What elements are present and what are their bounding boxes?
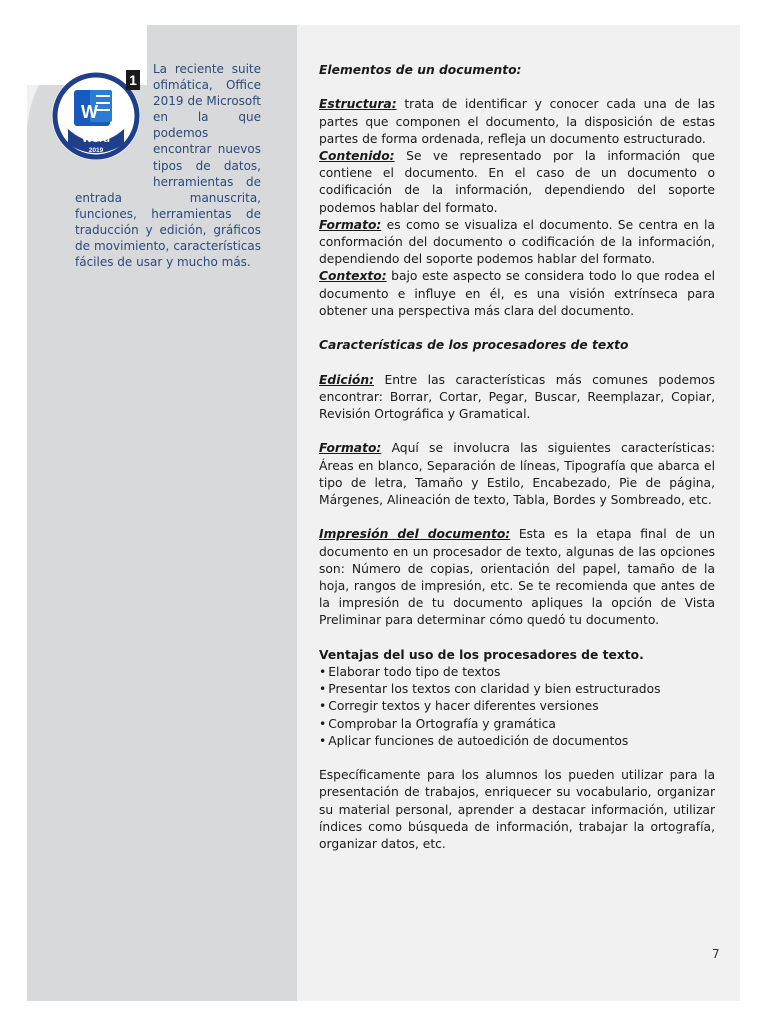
section-heading: Ventajas del uso de los procesadores de texto. xyxy=(319,647,644,662)
list-item: • Aplicar funciones de autoedición de documentos xyxy=(319,733,715,750)
logo-badge-number: 1 xyxy=(129,72,137,88)
logo-year: 2019 xyxy=(88,147,104,154)
paragraph: Contenido: Se ve representado por la información que contiene el documento. En el caso de un documento o codificación de la información, dependiendo del soporte podemos hablar del formato. xyxy=(319,149,715,215)
paragraph: Contexto: bajo este aspecto se considera todo lo que rodea el documento e influye en él, es una visión extrínseca para obtener una perspectiva más clara del documento. xyxy=(319,269,715,318)
logo-title: Word xyxy=(82,133,110,145)
paragraph: Estructura: trata de identificar y conocer cada una de las partes que componen el documento, la disposición de estas partes de forma ordenada, refleja un documento estructurado. xyxy=(319,97,715,146)
paragraph: Edición: Entre las características más comunes podemos encontrar: Borrar, Cortar, Pegar, Buscar, Reemplazar, Copiar, Revisión Ortográfica y Gramatical. xyxy=(319,372,715,422)
page-number: 7 xyxy=(712,947,720,961)
sidebar-intro-text: La reciente suite ofimática, Office 2019 de Microsoft en la que podemos encontrar nuevos tipos de datos, herramientas de entrada manuscrita, funciones, herramientas de traducción y edición, gráficos de movimiento, características fáciles de usar y mucho más. xyxy=(75,62,261,270)
paragraph: Impresión del documento: Esta es la etapa final de un documento en un procesador de texto, algunas de las opciones son: Número de copias, orientación del papel, tamaño de la hoja, rangos de impresión, etc. Se te recomienda que antes de la impresión de tu documento apliques la opción de Vista Preliminar para determinar cómo quedó tu documento. xyxy=(319,527,715,628)
closing-paragraph: Específicamente para los alumnos los pueden utilizar para la presentación de trabajos, enriquecer su vocabulario, organizar su material personal, aprender a destacar información, utilizar índices como búsqueda de información, trabajar la ortografía, organizar datos, etc. xyxy=(319,768,715,852)
main-content xyxy=(319,62,715,853)
list-item: • Elaborar todo tipo de textos xyxy=(319,664,715,681)
list-item: • Corregir textos y hacer diferentes versiones xyxy=(319,698,715,715)
section-heading: Elementos de un documento: xyxy=(319,63,522,77)
paragraph: Formato: Aquí se involucra las siguientes características: Áreas en blanco, Separación de líneas, Tipografía que abarca el tipo de letra, Tamaño y Estilo, Encabezado, Pie de página, Márgenes, Alineación de texto, Tabla, Bordes y Sombreado, etc. xyxy=(319,441,715,508)
logo-letter: W xyxy=(81,102,98,122)
section-heading: Características de los procesadores de texto xyxy=(319,338,629,353)
list-item: • Presentar los textos con claridad y bien estructurados xyxy=(319,681,715,698)
paragraph: Formato: es como se visualiza el documento. Se centra en la conformación del documento o codificación de la información, dependiendo del soporte podemos hablar del formato. xyxy=(319,217,715,267)
list-item: • Comprobar la Ortografía y gramática xyxy=(319,716,715,733)
advantages-list xyxy=(319,664,715,750)
